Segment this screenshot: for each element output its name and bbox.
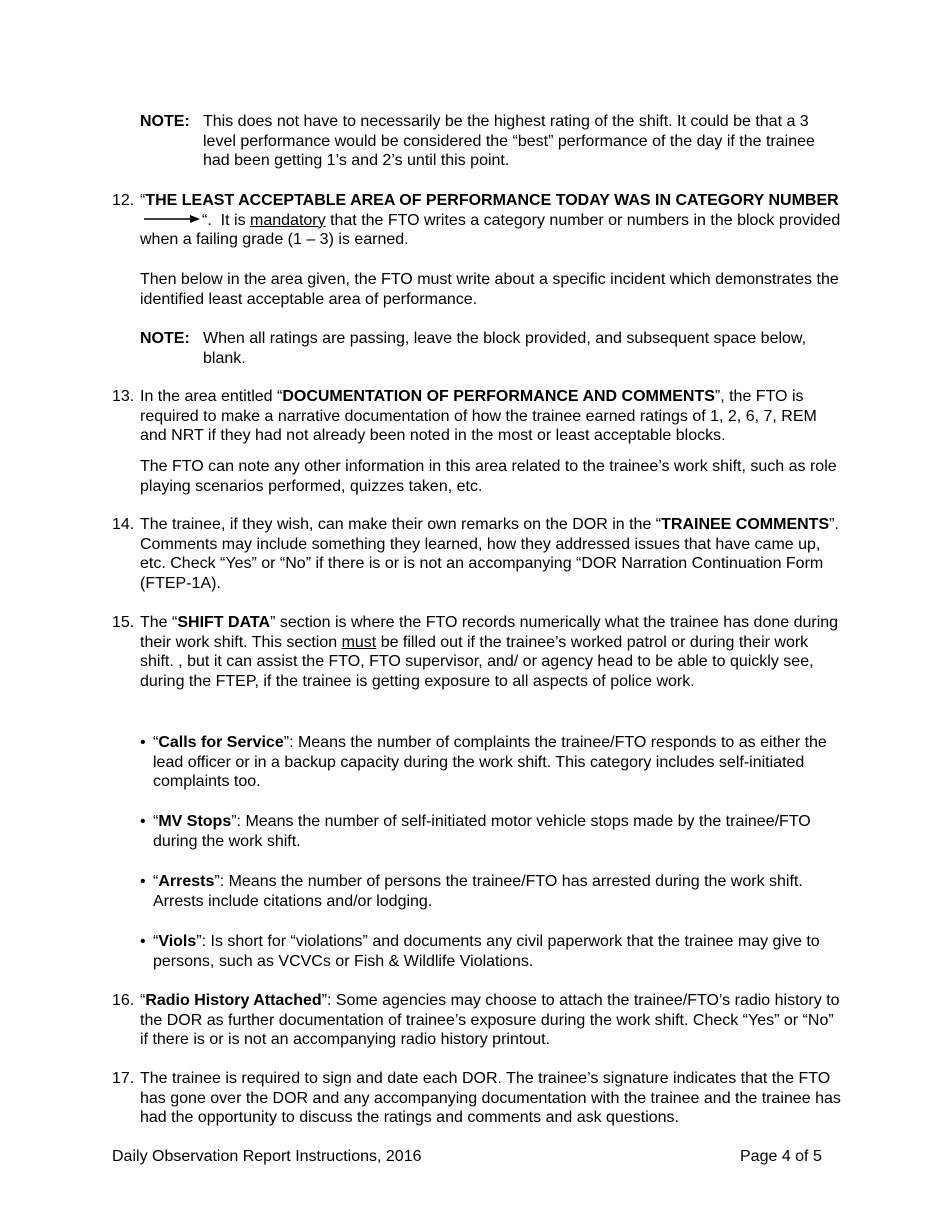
item-12-paragraph: Then below in the area given, the FTO must write about a specific incident which demonstrates the identified least acceptable area of performance.: [140, 271, 839, 308]
bullet-mv-stops: • “MV Stops”: Means the number of self-initiated motor vehicle stops made by the trainee/FTO during the work shift.: [140, 813, 811, 850]
item-body: “THE LEAST ACCEPTABLE AREA OF PERFORMANCE TODAY WAS IN CATEGORY NUMBER“. It is mandatory that the FTO writes a category number or numbers in the block provided when a failing grade (1 – 3) is earned.: [140, 192, 841, 248]
instruction-item-14: [112, 515, 842, 593]
must-underlined: must: [341, 633, 377, 651]
note-label: NOTE:: [140, 330, 190, 347]
instruction-item-17: [112, 1069, 842, 1128]
documentation-heading: DOCUMENTATION OF PERFORMANCE AND COMMENTS: [282, 388, 715, 405]
bullet-term: Calls for Service: [158, 734, 284, 751]
instruction-item-12: [112, 191, 842, 250]
item-number: 15.: [112, 614, 135, 631]
mandatory-underlined: mandatory: [250, 211, 326, 229]
bullet-icon: •: [140, 734, 146, 751]
note-text: This does not have to necessarily be the highest rating of the shift. It could be that a 3 level performance would be considered the “best” performance of the day if the trainee had been getting 1’s and 2’s until this point.: [203, 113, 815, 169]
bullet-calls-for-service: • “Calls for Service”: Means the number of complaints the trainee/FTO responds to as either the lead officer or in a backup capacity during the work shift. This category includes self-initiated complaints too.: [140, 734, 827, 790]
trainee-comments-heading: TRAINEE COMMENTS: [661, 516, 830, 533]
item-number: 17.: [112, 1070, 135, 1087]
item-body: The trainee is required to sign and date each DOR. The trainee’s signature indicates that the FTO has gone over the DOR and any accompanying documentation with the trainee and the trainee has had the opportunity to discuss the ratings and comments and ask questions.: [140, 1070, 841, 1126]
item-13-paragraph: The FTO can note any other information in this area related to the trainee’s work shift, such as role playing scenarios performed, quizzes taken, etc.: [140, 458, 837, 495]
least-acceptable-heading: THE LEAST ACCEPTABLE AREA OF PERFORMANCE TODAY WAS IN CATEGORY NUMBER: [145, 192, 839, 209]
radio-history-heading: Radio History Attached: [145, 992, 322, 1009]
page-number: Page 4 of 5: [740, 1148, 822, 1165]
bullet-icon: •: [140, 933, 146, 950]
item-body: The trainee, if they wish, can make their own remarks on the DOR in the “TRAINEE COMMENTS”. Comments may include something they learned, how they addressed issues that have came up, etc. Check “Yes” or “No” if there is or is not an accompanying “DOR Narration Continuation Form (FTEP-1A).: [140, 516, 839, 592]
item-body: “Radio History Attached”: Some agencies may choose to attach the trainee/FTO’s radio history to the DOR as further documentation of trainee’s exposure during the work shift. Check “Yes” or “No” if there is or is not an accompanying radio history printout.: [140, 992, 840, 1048]
bullet-viols: • “Viols”: Is short for “violations” and documents any civil paperwork that the trainee may give to persons, such as VCVCs or Fish & Wildlife Violations.: [140, 933, 820, 970]
item-number: 16.: [112, 992, 135, 1009]
bullet-term: MV Stops: [158, 813, 232, 830]
item-number: 14.: [112, 516, 135, 533]
footer-title: Daily Observation Report Instructions, 2016: [112, 1148, 422, 1165]
instruction-item-13: [112, 387, 842, 446]
shift-data-heading: SHIFT DATA: [177, 614, 271, 631]
item-body: The “SHIFT DATA” section is where the FTO records numerically what the trainee has done during their work shift. This section must be filled out if the trainee’s worked patrol or during their work shift. , but it can assist the FTO, FTO supervisor, and/ or agency head to be able to quickly see, during the FTEP, if the trainee is getting exposure to all aspects of police work.: [140, 614, 839, 690]
instruction-item-16: [112, 991, 842, 1050]
bullet-icon: •: [140, 873, 146, 890]
note-highest-rating: [140, 112, 840, 171]
item-number: 12.: [112, 192, 135, 209]
note-label: NOTE:: [140, 113, 190, 130]
instruction-item-15: [112, 613, 842, 691]
note-passing-ratings: [140, 329, 840, 368]
bullet-arrests: • “Arrests”: Means the number of persons the trainee/FTO has arrested during the work shift. Arrests include citations and/or lodging.: [140, 873, 803, 910]
bullet-icon: •: [140, 813, 146, 830]
item-body: In the area entitled “DOCUMENTATION OF PERFORMANCE AND COMMENTS”, the FTO is required to make a narrative documentation of how the trainee earned ratings of 1, 2, 6, 7, REM and NRT if they had not already been noted in the most or least acceptable blocks.: [140, 388, 817, 444]
bullet-term: Arrests: [158, 873, 215, 890]
right-arrow-icon: [144, 214, 200, 224]
bullet-term: Viols: [158, 933, 197, 950]
item-number: 13.: [112, 388, 135, 405]
note-text: When all ratings are passing, leave the block provided, and subsequent space below, blank.: [203, 330, 807, 367]
